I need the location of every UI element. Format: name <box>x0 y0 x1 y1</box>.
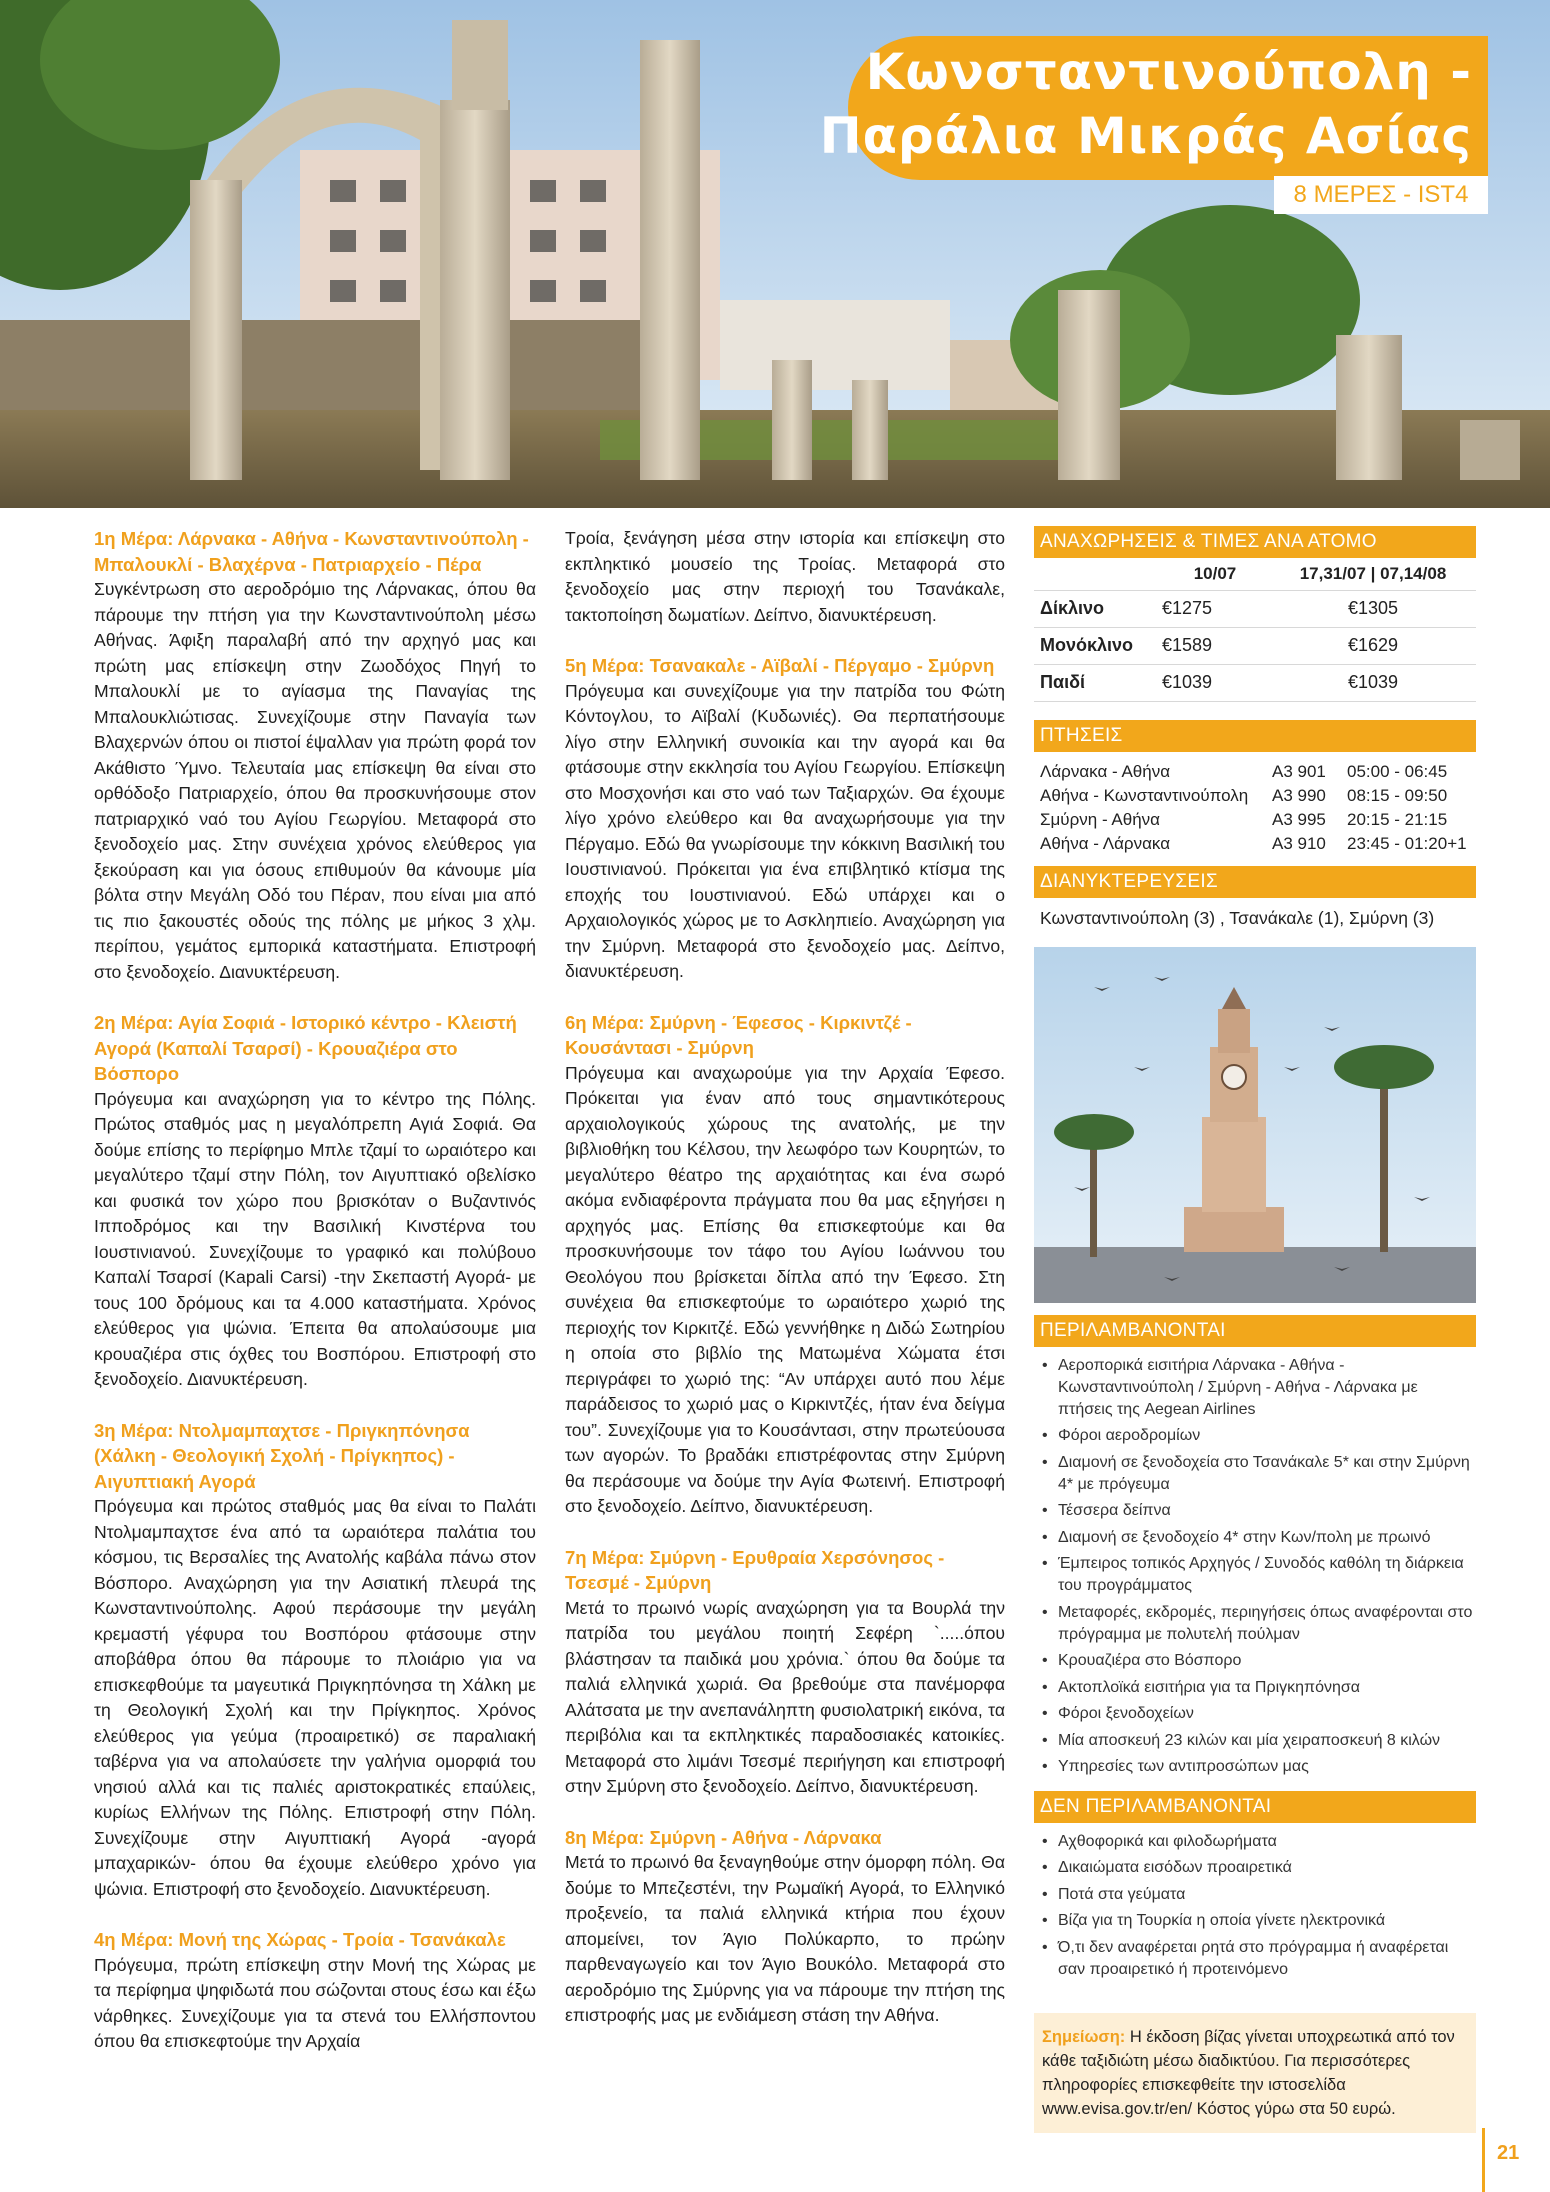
day-3-text: Πρόγευμα και πρώτος σταθμός μας θα είναι το Παλάτι Ντολμαμπαχτσε ένα από τα ωραιότερα παλάτια του κόσμου, τις Βερσαλίες της Ανατολής καβάλα πάνω στον Βόσπορο. Αναχώρηση για την Ασιατική πλευρά της Κωνσταντινούπολης. Αφού περάσουμε την μεγάλη κρεμαστή γέφυρα του Βοσπόρου φτάσουμε στην αποβάθρα όπου θα πάρουμε το πλοιάριο για να επισκεφθούμε τα μαγευτικά Πριγκηπόνησα τη Χάλκη με τη Θεολογική Σχολή και την Πρίγκηπος. Χρόνος ελεύθερος για γεύμα (προαιρετικό) σε παραλιακή ταβέρνα για να απολαύσετε την γαλήνια ομορφιά του νησιού αλλά και τις παλιές αριστοκρατικές επαύλεις, κυρίως Ελλήνων της Πόλης. Επιστροφή στην Πόλη. Συνεχίζουμε στην Αιγυπτιακή Αγορά -αγορά μπαχαρικών- όπου θα έχουμε ελεύθερο χρόνο για ψώνια. Επιστροφή στο ξενοδοχείο. Διανυκτέρευση. <box>94 1496 536 1899</box>
day-8-text: Μετά το πρωινό θα ξεναγηθούμε στην όμορφη πόλη. Θα δούμε το Μπεζεστένι, την Ρωμαϊκή Αγορά, το Ελληνικό προξενείο, τα παλιά ελληνικά κτήρια που έχουν απομείνει, τον Άγιο Πολύκαρπο, το πρώην παρθεναγωγείο και τον Άγιο Βουκόλο. Μεταφορά στο αεροδρόμιο της Σμύρνης για να πάρουμε την πτήση της επιστροφής μας με ενδιάμεση στάση την Αθήνα. <box>565 1852 1005 2025</box>
flight-code: A3 995 <box>1272 809 1326 829</box>
flight-row <box>1040 808 1476 832</box>
price-table <box>1034 558 1476 702</box>
list-item: • Βίζα για τη Τουρκία η οποία γίνετε ηλεκτρονικά <box>1042 1910 1476 1932</box>
day-7-title: 7η Μέρα: Σμύρνη - Ερυθραία Χερσόνησος - Τσεσμέ - Σμύρνη <box>565 1546 945 1593</box>
list-item: • Έμπειρος τοπικός Αρχηγός / Συνοδός καθόλη τη διάρκεια του προγράμματος <box>1042 1553 1476 1597</box>
list-item: • Αεροπορικά εισιτήρια Λάρνακα - Αθήνα - Κωνσταντινούπολη / Σμύρνη - Αθήνα - Λάρνακα με πτήσεις της Aegean Airlines <box>1042 1355 1476 1421</box>
flight-time: 23:45 - 01:20+1 <box>1347 833 1467 853</box>
list-item: • Διαμονή σε ξενοδοχεία στο Τσανάκαλε 5* και στην Σμύρνη 4* με πρόγευμα <box>1042 1452 1476 1496</box>
price-value: €1629 <box>1270 627 1476 664</box>
itinerary-column-1 <box>94 526 536 2080</box>
day-2-text: Πρόγευμα και αναχώρηση για το κέντρο της Πόλης. Πρώτος σταθμός μας η μεγαλόπρεπη Αγιά Σοφιά. Θα δούμε επίσης το περίφημο Μπλε τζαμί το ωραιότερο και μεγαλύτερο τζαμί στην Πόλη, τον Αιγυπτιακό οβελίσκο και φυσικά τον χώρο που βρισκόταν ο Βυζαντινός Ιπποδρόμος και την Βασιλική Κινστέρνα του Ιουστινιανού. Συνεχίζουμε το γραφικό και πολύβουο Καπαλί Τσαρσί (Kapali Carsi) -την Σκεπαστή Αγορά- με τους 100 δρόμους και τα 4.000 καταστήματα. Χρόνος ελεύθερος για ψώνια. Έπειτα θα απολαύσουμε μια κρουαζιέρα στις όχθες του Βοσπόρου. Επιστροφή στο ξενοδοχείο. Διανυκτέρευση. <box>94 1088 536 1389</box>
day-2-title: 2η Μέρα: Αγία Σοφιά - Ιστορικό κέντρο - Κλειστή Αγορά (Καπαλί Τσαρσί) - Κρουαζιέρα στο Βόσπορο <box>94 1012 517 1084</box>
title-line-1: Κωνσταντινούπολη - <box>865 43 1472 101</box>
visa-note <box>1034 2013 1476 2133</box>
price-value: €1589 <box>1160 627 1270 664</box>
included-heading: ΠΕΡΙΛΑΜΒΑΝΟΝΤΑΙ <box>1034 1315 1476 1347</box>
list-item: • Ποτά στα γεύματα <box>1042 1884 1476 1906</box>
price-table-corner <box>1034 558 1160 590</box>
day-5-text: Πρόγευμα και συνεχίζουμε για την πατρίδα του Φώτη Κόντογλου, το Αϊβαλί (Κυδωνιές). Θα περπατήσουμε λίγο στην Ελληνική συνοικία και την αγορά και θα φτάσουμε στην εκκλησία του Αγίου Γεωργίου. Επίσκεψη στο Μοσχονήσι και στο ναό των Ταξιαρχών. Θα έχουμε λίγο χρόνο ελεύθερο και θα αναχωρήσουμε για την Πέργαμο. Εδώ θα γνωρίσουμε την κόκκινη Βασιλική του Ιουστινιανού. Πρόκειται για ένα επιβλητικό κτίσμα της εποχής του Ιουστινιανού. Εδώ υπάρχει και ο Αρχαιολογικός χώρος με το Ασκληπιείο. Αναχώρηση για την Σμύρνη. Μεταφορά στο ξενοδοχείο μας. Δείπνο, διανυκτέρευση. <box>565 680 1005 981</box>
day-3-title: 3η Μέρα: Ντολμαμπαχτσε - Πριγκηπόνησα (Χάλκη - Θεολογική Σχολή - Πρίγκηπος) - Αιγυπτιακή Αγορά <box>94 1419 470 1492</box>
flight-code: A3 901 <box>1272 761 1326 781</box>
list-item: • Φόροι ξενοδοχείων <box>1042 1703 1476 1725</box>
table-row <box>1034 590 1476 627</box>
flight-row <box>1040 760 1476 784</box>
day-6-text: Πρόγευμα και αναχωρούμε για την Αρχαία Έφεσο. Πρόκειται για έναν από τους σημαντικότερους αρχαιολογικούς χώρους της ανατολής, με την βιβλιοθήκη του Κέλσου, την λεωφόρο των Κουρητών, το μεγαλύτερο θέατρο της αρχαιότητας και ένα σωρό ακόμα ενδιαφέροντα πράγματα που θα μας εξηγήσει η αρχηγός μας. Επίσης θα επισκεφτούμε και θα προσκυνήσουμε τον τάφο του Αγίου Ιωάννου του Θεολόγου που βρίσκεται δίπλα από την Έφεσο. Στη συνέχεια θα επισκεφτούμε το ωραιότερο χωριό της περιοχής τον Κιρκιτζέ. Εδώ γεννήθηκε η Διδώ Σωτηρίου η οποία στο βιβλίο της Ματωμένα Χώματα έτσι περιγράφει το χωριό της: “Αν υπάρχει αυτό που λέμε παράδεισος το χωριό μας ο Κιρκιντζές, ήταν ένα δείγμα του”. Συνεχίζουμε για το Κουσάντασι, στην πρωτεύουσα των αγορών. Το βραδάκι επιστρέφοντας στην Σμύρνη θα περάσουμε να δούμε την Αγία Φωτεινή. Επιστροφή στο ξενοδοχείο. Δείπνο, διανυκτέρευση. <box>565 1062 1005 1516</box>
clock-tower-photo <box>1034 947 1476 1303</box>
list-item: • Τέσσερα δείπνα <box>1042 1500 1476 1522</box>
note-text: Η έκδοση βίζας γίνεται υποχρεωτικά από τον κάθε ταξιδιώτη μέσω διαδικτύου. Για περισσότερες πληροφορίες επισκεφθείτε την ιστοσελίδα www.evisa.gov.tr/en/ Κόστος γύρω στα 50 ευρώ. <box>1042 2028 1455 2118</box>
price-col-2: 17,31/07 | 07,14/08 <box>1270 558 1476 590</box>
price-table-header <box>1034 558 1476 590</box>
trip-code-badge: 8 ΜΕΡΕΣ - IST4 <box>1274 176 1488 214</box>
day-8-title: 8η Μέρα: Σμύρνη - Αθήνα - Λάρνακα <box>565 1826 882 1848</box>
price-value: €1039 <box>1160 664 1270 701</box>
page-number: 21 <box>1482 2128 1550 2192</box>
list-item: • Μία αποσκευή 23 κιλών και μία χειραποσκευή 8 κιλών <box>1042 1730 1476 1752</box>
not-included-list <box>1034 1823 1476 1994</box>
info-sidebar <box>1034 526 1476 2133</box>
hotels-heading: ΔΙΑΝΥΚΤΕΡΕΥΣΕΙΣ <box>1034 866 1476 898</box>
price-col-1: 10/07 <box>1160 558 1270 590</box>
day-1-title: 1η Μέρα: Λάρνακα - Αθήνα - Κωνσταντινούπολη - Μπαλουκλί - Βλαχέρνα - Πατριαρχείο - Πέρα <box>94 528 529 575</box>
flight-row <box>1040 784 1476 808</box>
day-4-text: Πρόγευμα, πρώτη επίσκεψη στην Μονή της Χώρας με τα περίφημα ψηφιδωτά που σώζονται στους έσω και έξω νάρθηκες. Συνεχίζουμε για τα στενά του Ελλήσποντου όπου θα επισκεφτούμε την Αρχαία <box>94 1954 536 2051</box>
day-5-title: 5η Μέρα: Τσανακαλε - Αϊβαλί - Πέργαμο - Σμύρνη <box>565 655 995 676</box>
prices-heading: ΑΝΑΧΩΡΗΣΕΙΣ & ΤΙΜΕΣ ΑΝΑ ΑΤΟΜΟ <box>1034 526 1476 558</box>
day-6-title: 6η Μέρα: Σμύρνη - Έφεσος - Κιρκιντζέ - Κουσάντασι - Σμύρνη <box>565 1011 912 1058</box>
included-list <box>1034 1347 1476 1791</box>
list-item: • Ακτοπλοϊκά εισιτήρια για τα Πριγκηπόνησα <box>1042 1677 1476 1699</box>
page-title <box>820 40 1472 168</box>
flight-route: Αθήνα - Λάρνακα <box>1040 833 1171 853</box>
flight-code: A3 910 <box>1272 833 1326 853</box>
title-line-2: Παράλια Μικράς Ασίας <box>819 107 1472 165</box>
list-item: • Αχθοφορικά και φιλοδωρήματα <box>1042 1831 1476 1853</box>
flights-heading: ΠΤΗΣΕΙΣ <box>1034 720 1476 752</box>
flight-code: A3 990 <box>1272 785 1326 805</box>
room-type: Μονόκλινο <box>1034 627 1160 664</box>
day-1-text: Συγκέντρωση στο αεροδρόμιο της Λάρνακας, όπου θα πάρουμε την πτήση για την Κωνσταντινούπολη μέσω Αθήνας. Άφιξη παραλαβή από την αρχηγό μας και πρώτη μας επίσκεψη στην Ζωοδόχος Πηγή το Μπαλουκλί με το αγίασμα της Παναγίας της Μπαλουκλιώτισας. Συνεχίζουμε στην Παναγία των Βλαχερνών όπου οι πιστοί έψαλλαν για πρώτη φορά τον Ακάθιστο Ύμνο. Τελευταία μας επίσκεψη θα είναι στο ορθόδοξο Πατριαρχείο, όπου θα προσκυνήσουμε στον πατριαρχικό ναό του Αγίου Γεωργίου. Μεταφορά στο ξενοδοχείο μας. Στην συνέχεια χρόνος ελεύθερος για ξεκούραση και για όσους επιθυμούν θα κάνουμε μία βόλτα στην Μεγάλη Οδό του Πέραν, που είναι μια από τις πιο ξακουστές οδούς της πόλης με μήκος 3 χλμ. περίπου, γεμάτος εμπορικά καταστήματα. Επιστροφή στο ξενοδοχείο. Διανυκτέρευση. <box>94 579 536 982</box>
list-item: • Φόροι αεροδρομίων <box>1042 1425 1476 1447</box>
price-value: €1305 <box>1270 590 1476 627</box>
price-value: €1039 <box>1270 664 1476 701</box>
not-included-heading: ΔΕΝ ΠΕΡΙΛΑΜΒΑΝΟΝΤΑΙ <box>1034 1791 1476 1823</box>
list-item: • Δικαιώματα εισόδων προαιρετικά <box>1042 1857 1476 1879</box>
list-item: • Διαμονή σε ξενοδοχείο 4* στην Κων/πολη με πρωινό <box>1042 1527 1476 1549</box>
list-item: • Μεταφορές, εκδρομές, περιηγήσεις όπως αναφέρονται στο πρόγραμμα με πολυτελή πούλμαν <box>1042 1602 1476 1646</box>
flight-time: 20:15 - 21:15 <box>1347 809 1448 829</box>
flights-list <box>1034 752 1476 866</box>
flight-row <box>1040 832 1476 856</box>
flight-time: 05:00 - 06:45 <box>1347 761 1448 781</box>
day-7-text: Μετά το πρωινό νωρίς αναχώρηση για τα Βουρλά την πατρίδα του μεγάλου ποιητή Σεφέρη `.....όπου βλάστησαν τα παιδικά μου χρόνια.` όπου θα δούμε τα παλιά ελληνικά χωριά. Θα βρεθούμε στα πανέμορφα Αλάτσατα με την ανεπανάληπτη φυσιολατρική εικόνα, τα περιβόλια και τα εκπληκτικές παραδοσιακές κατοικίες. Μεταφορά στο λιμάνι Τσεσμέ περιήγηση και επιστροφή στην Σμύρνη στο ξενοδοχείο. Δείπνο, διανυκτέρευση. <box>565 1597 1005 1796</box>
note-label: Σημείωση: <box>1042 2028 1126 2046</box>
room-type: Δίκλινο <box>1034 590 1160 627</box>
flight-route: Λάρνακα - Αθήνα <box>1040 761 1171 781</box>
hotels-text: Κωνσταντινούπολη (3) , Τσανάκαλε (1), Σμύρνη (3) <box>1040 907 1435 928</box>
flight-route: Αθήνα - Κωνσταντινούπολη <box>1040 785 1249 805</box>
list-item: • Ό,τι δεν αναφέρεται ρητά στο πρόγραμμα ή αναφέρεται σαν προαιρετικό ή προτεινόμενο <box>1042 1937 1476 1981</box>
itinerary-column-2 <box>565 526 1005 2054</box>
flight-route: Σμύρνη - Αθήνα <box>1040 809 1160 829</box>
table-row <box>1034 664 1476 701</box>
day-4-title: 4η Μέρα: Μονή της Χώρας - Τροία - Τσανάκαλε <box>94 1929 506 1950</box>
price-value: €1275 <box>1160 590 1270 627</box>
table-row <box>1034 627 1476 664</box>
day-4-text-continued: Τροία, ξενάγηση μέσα στην ιστορία και επίσκεψη στο εκπληκτικό μουσείο της Τροίας. Μεταφορά στο ξενοδοχείο μας στην περιοχή του Τσανάκαλε, τακτοποίηση δωματίων. Δείπνο, διανυκτέρευση. <box>565 528 1005 625</box>
list-item: • Κρουαζιέρα στο Βόσπορο <box>1042 1650 1476 1672</box>
flight-time: 08:15 - 09:50 <box>1347 785 1448 805</box>
list-item: • Υπηρεσίες των αντιπροσώπων μας <box>1042 1756 1476 1778</box>
hero-photo <box>0 0 1550 508</box>
room-type: Παιδί <box>1034 664 1160 701</box>
